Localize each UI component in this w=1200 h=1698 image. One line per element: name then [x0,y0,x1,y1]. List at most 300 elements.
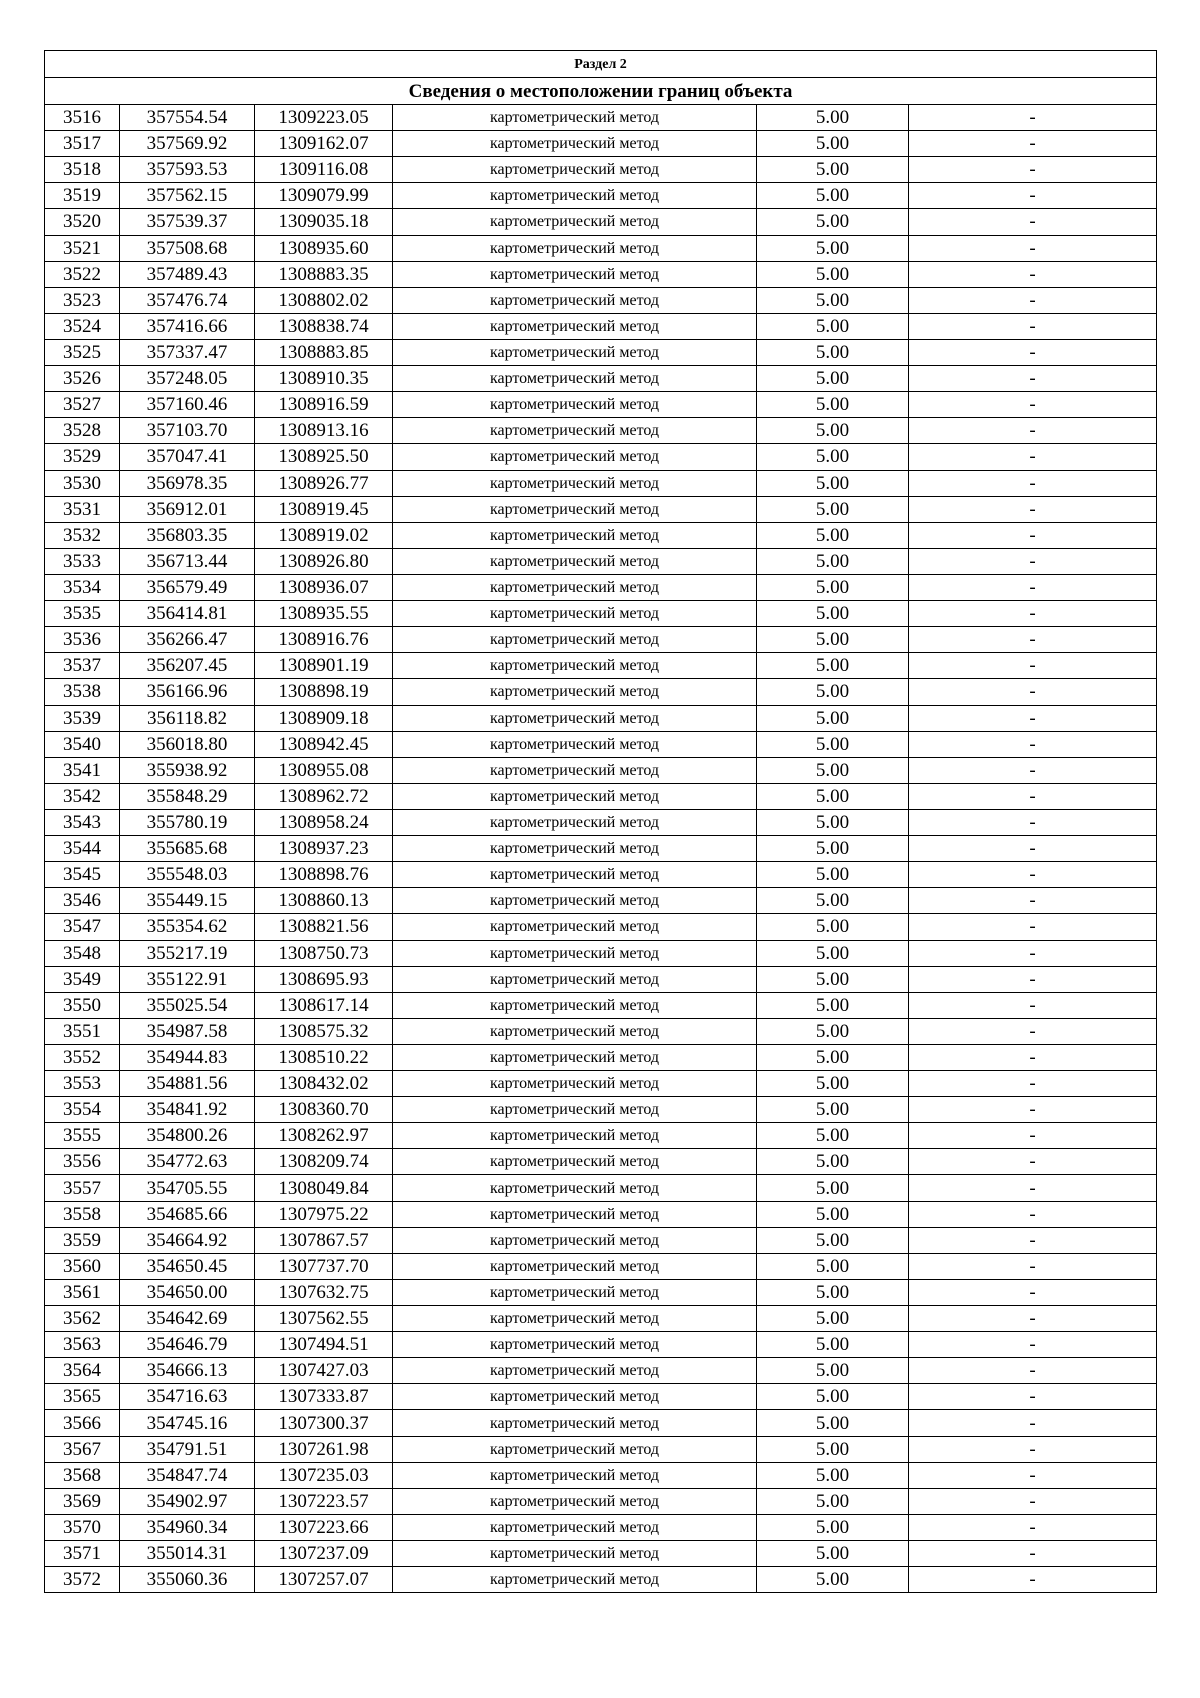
point-number-cell: 3530 [45,470,120,496]
method-cell: картометрический метод [393,992,757,1018]
point-number-cell: 3542 [45,783,120,809]
table-row [45,209,1157,235]
x-coordinate-cell: 357593.53 [120,157,255,183]
method-cell: картометрический метод [393,1018,757,1044]
x-coordinate-cell: 354664.92 [120,1227,255,1253]
y-coordinate-cell: 1308360.70 [255,1097,393,1123]
y-coordinate-cell: 1308909.18 [255,705,393,731]
x-coordinate-cell: 355938.92 [120,757,255,783]
y-coordinate-cell: 1308802.02 [255,287,393,313]
point-number-cell: 3556 [45,1149,120,1175]
accuracy-cell: 5.00 [757,418,909,444]
point-number-cell: 3549 [45,966,120,992]
x-coordinate-cell: 357562.15 [120,183,255,209]
x-coordinate-cell: 357508.68 [120,235,255,261]
description-cell: - [909,1514,1157,1540]
table-row [45,627,1157,653]
description-cell: - [909,1488,1157,1514]
y-coordinate-cell: 1309223.05 [255,105,393,131]
accuracy-cell: 5.00 [757,1071,909,1097]
accuracy-cell: 5.00 [757,1175,909,1201]
description-cell: - [909,992,1157,1018]
accuracy-cell: 5.00 [757,157,909,183]
accuracy-cell: 5.00 [757,548,909,574]
table-row [45,1436,1157,1462]
accuracy-cell: 5.00 [757,105,909,131]
accuracy-cell: 5.00 [757,1384,909,1410]
point-number-cell: 3545 [45,862,120,888]
table-row [45,548,1157,574]
method-cell: картометрический метод [393,1123,757,1149]
accuracy-cell: 5.00 [757,966,909,992]
y-coordinate-cell: 1308049.84 [255,1175,393,1201]
description-cell: - [909,1044,1157,1070]
method-cell: картометрический метод [393,1071,757,1097]
description-cell: - [909,392,1157,418]
description-cell: - [909,1097,1157,1123]
point-number-cell: 3570 [45,1514,120,1540]
table-row [45,183,1157,209]
point-number-cell: 3529 [45,444,120,470]
y-coordinate-cell: 1309162.07 [255,131,393,157]
x-coordinate-cell: 355848.29 [120,783,255,809]
accuracy-cell: 5.00 [757,809,909,835]
method-cell: картометрический метод [393,444,757,470]
accuracy-cell: 5.00 [757,183,909,209]
y-coordinate-cell: 1308937.23 [255,836,393,862]
table-row [45,940,1157,966]
x-coordinate-cell: 357554.54 [120,105,255,131]
point-number-cell: 3537 [45,653,120,679]
table-row [45,966,1157,992]
x-coordinate-cell: 354745.16 [120,1410,255,1436]
y-coordinate-cell: 1308901.19 [255,653,393,679]
table-row [45,261,1157,287]
method-cell: картометрический метод [393,313,757,339]
table-row [45,235,1157,261]
y-coordinate-cell: 1307737.70 [255,1253,393,1279]
table-row [45,287,1157,313]
method-cell: картометрический метод [393,183,757,209]
accuracy-cell: 5.00 [757,209,909,235]
x-coordinate-cell: 355685.68 [120,836,255,862]
y-coordinate-cell: 1308942.45 [255,731,393,757]
method-cell: картометрический метод [393,1358,757,1384]
method-cell: картометрический метод [393,1436,757,1462]
accuracy-cell: 5.00 [757,914,909,940]
y-coordinate-cell: 1308898.19 [255,679,393,705]
point-number-cell: 3566 [45,1410,120,1436]
accuracy-cell: 5.00 [757,522,909,548]
accuracy-cell: 5.00 [757,888,909,914]
y-coordinate-cell: 1308926.80 [255,548,393,574]
description-cell: - [909,679,1157,705]
table-row [45,783,1157,809]
point-number-cell: 3558 [45,1201,120,1227]
y-coordinate-cell: 1308262.97 [255,1123,393,1149]
table-row [45,105,1157,131]
y-coordinate-cell: 1308209.74 [255,1149,393,1175]
accuracy-cell: 5.00 [757,862,909,888]
description-cell: - [909,1175,1157,1201]
accuracy-cell: 5.00 [757,627,909,653]
x-coordinate-cell: 356713.44 [120,548,255,574]
point-number-cell: 3525 [45,339,120,365]
table-row [45,1306,1157,1332]
point-number-cell: 3521 [45,235,120,261]
x-coordinate-cell: 357476.74 [120,287,255,313]
point-number-cell: 3520 [45,209,120,235]
x-coordinate-cell: 356803.35 [120,522,255,548]
point-number-cell: 3560 [45,1253,120,1279]
accuracy-cell: 5.00 [757,705,909,731]
method-cell: картометрический метод [393,1175,757,1201]
accuracy-cell: 5.00 [757,653,909,679]
method-cell: картометрический метод [393,653,757,679]
x-coordinate-cell: 354646.79 [120,1332,255,1358]
method-cell: картометрический метод [393,339,757,365]
description-cell: - [909,1384,1157,1410]
description-cell: - [909,1358,1157,1384]
accuracy-cell: 5.00 [757,1462,909,1488]
accuracy-cell: 5.00 [757,1279,909,1305]
y-coordinate-cell: 1307867.57 [255,1227,393,1253]
table-row [45,1514,1157,1540]
description-cell: - [909,783,1157,809]
y-coordinate-cell: 1308926.77 [255,470,393,496]
table-row [45,1044,1157,1070]
description-cell: - [909,496,1157,522]
table-row [45,1462,1157,1488]
point-number-cell: 3538 [45,679,120,705]
description-cell: - [909,574,1157,600]
x-coordinate-cell: 356978.35 [120,470,255,496]
point-number-cell: 3551 [45,1018,120,1044]
x-coordinate-cell: 354800.26 [120,1123,255,1149]
table-row [45,1097,1157,1123]
y-coordinate-cell: 1308955.08 [255,757,393,783]
accuracy-cell: 5.00 [757,1488,909,1514]
description-cell: - [909,131,1157,157]
description-cell: - [909,1018,1157,1044]
point-number-cell: 3567 [45,1436,120,1462]
table-row [45,601,1157,627]
x-coordinate-cell: 356912.01 [120,496,255,522]
table-row [45,1071,1157,1097]
y-coordinate-cell: 1307975.22 [255,1201,393,1227]
accuracy-cell: 5.00 [757,235,909,261]
accuracy-cell: 5.00 [757,366,909,392]
x-coordinate-cell: 355449.15 [120,888,255,914]
method-cell: картометрический метод [393,209,757,235]
table-title: Сведения о местоположении границ объекта [45,78,1157,105]
y-coordinate-cell: 1307223.57 [255,1488,393,1514]
table-row [45,1541,1157,1567]
table-row [45,1018,1157,1044]
point-number-cell: 3554 [45,1097,120,1123]
x-coordinate-cell: 354685.66 [120,1201,255,1227]
description-cell: - [909,1279,1157,1305]
table-row [45,1567,1157,1593]
point-number-cell: 3548 [45,940,120,966]
y-coordinate-cell: 1307632.75 [255,1279,393,1305]
point-number-cell: 3539 [45,705,120,731]
accuracy-cell: 5.00 [757,574,909,600]
method-cell: картометрический метод [393,705,757,731]
x-coordinate-cell: 354705.55 [120,1175,255,1201]
y-coordinate-cell: 1308916.59 [255,392,393,418]
accuracy-cell: 5.00 [757,940,909,966]
accuracy-cell: 5.00 [757,1044,909,1070]
accuracy-cell: 5.00 [757,679,909,705]
table-row [45,679,1157,705]
y-coordinate-cell: 1308821.56 [255,914,393,940]
point-number-cell: 3552 [45,1044,120,1070]
x-coordinate-cell: 355548.03 [120,862,255,888]
description-cell: - [909,287,1157,313]
description-cell: - [909,1123,1157,1149]
method-cell: картометрический метод [393,601,757,627]
x-coordinate-cell: 354944.83 [120,1044,255,1070]
table-row [45,1488,1157,1514]
table-row [45,1279,1157,1305]
x-coordinate-cell: 355025.54 [120,992,255,1018]
x-coordinate-cell: 357103.70 [120,418,255,444]
accuracy-cell: 5.00 [757,287,909,313]
description-cell: - [909,444,1157,470]
description-cell: - [909,627,1157,653]
x-coordinate-cell: 357569.92 [120,131,255,157]
table-row [45,522,1157,548]
table-row [45,836,1157,862]
x-coordinate-cell: 357337.47 [120,339,255,365]
method-cell: картометрический метод [393,1227,757,1253]
description-cell: - [909,1410,1157,1436]
y-coordinate-cell: 1308936.07 [255,574,393,600]
method-cell: картометрический метод [393,627,757,653]
accuracy-cell: 5.00 [757,601,909,627]
y-coordinate-cell: 1308617.14 [255,992,393,1018]
x-coordinate-cell: 357539.37 [120,209,255,235]
method-cell: картометрический метод [393,862,757,888]
table-row [45,470,1157,496]
method-cell: картометрический метод [393,522,757,548]
x-coordinate-cell: 354772.63 [120,1149,255,1175]
method-cell: картометрический метод [393,131,757,157]
x-coordinate-cell: 357489.43 [120,261,255,287]
method-cell: картометрический метод [393,731,757,757]
method-cell: картометрический метод [393,1384,757,1410]
accuracy-cell: 5.00 [757,1149,909,1175]
accuracy-cell: 5.00 [757,1567,909,1593]
table-row [45,1149,1157,1175]
description-cell: - [909,601,1157,627]
point-number-cell: 3541 [45,757,120,783]
y-coordinate-cell: 1308838.74 [255,313,393,339]
accuracy-cell: 5.00 [757,1410,909,1436]
x-coordinate-cell: 355060.36 [120,1567,255,1593]
description-cell: - [909,522,1157,548]
point-number-cell: 3531 [45,496,120,522]
point-number-cell: 3564 [45,1358,120,1384]
method-cell: картометрический метод [393,1567,757,1593]
description-cell: - [909,1306,1157,1332]
point-number-cell: 3543 [45,809,120,835]
table-row [45,1227,1157,1253]
description-cell: - [909,235,1157,261]
x-coordinate-cell: 356414.81 [120,601,255,627]
x-coordinate-cell: 354716.63 [120,1384,255,1410]
y-coordinate-cell: 1307300.37 [255,1410,393,1436]
point-number-cell: 3563 [45,1332,120,1358]
accuracy-cell: 5.00 [757,444,909,470]
table-row [45,914,1157,940]
x-coordinate-cell: 354881.56 [120,1071,255,1097]
table-row [45,757,1157,783]
table-row [45,1332,1157,1358]
point-number-cell: 3562 [45,1306,120,1332]
table-row [45,1123,1157,1149]
point-number-cell: 3553 [45,1071,120,1097]
description-cell: - [909,209,1157,235]
y-coordinate-cell: 1308510.22 [255,1044,393,1070]
y-coordinate-cell: 1307494.51 [255,1332,393,1358]
method-cell: картометрический метод [393,1514,757,1540]
point-number-cell: 3559 [45,1227,120,1253]
point-number-cell: 3569 [45,1488,120,1514]
point-number-cell: 3523 [45,287,120,313]
table-row [45,392,1157,418]
description-cell: - [909,940,1157,966]
y-coordinate-cell: 1308883.85 [255,339,393,365]
table-row [45,418,1157,444]
accuracy-cell: 5.00 [757,1201,909,1227]
point-number-cell: 3535 [45,601,120,627]
accuracy-cell: 5.00 [757,1227,909,1253]
x-coordinate-cell: 354650.45 [120,1253,255,1279]
x-coordinate-cell: 355122.91 [120,966,255,992]
point-number-cell: 3524 [45,313,120,339]
description-cell: - [909,261,1157,287]
point-number-cell: 3571 [45,1541,120,1567]
method-cell: картометрический метод [393,1306,757,1332]
accuracy-cell: 5.00 [757,1018,909,1044]
x-coordinate-cell: 356018.80 [120,731,255,757]
method-cell: картометрический метод [393,1488,757,1514]
method-cell: картометрический метод [393,888,757,914]
accuracy-cell: 5.00 [757,131,909,157]
description-cell: - [909,1253,1157,1279]
table-row [45,731,1157,757]
x-coordinate-cell: 356579.49 [120,574,255,600]
table-row [45,496,1157,522]
y-coordinate-cell: 1309079.99 [255,183,393,209]
table-row [45,1175,1157,1201]
x-coordinate-cell: 356118.82 [120,705,255,731]
method-cell: картометрический метод [393,496,757,522]
description-cell: - [909,705,1157,731]
method-cell: картометрический метод [393,157,757,183]
method-cell: картометрический метод [393,366,757,392]
method-cell: картометрический метод [393,1044,757,1070]
accuracy-cell: 5.00 [757,496,909,522]
y-coordinate-cell: 1308919.45 [255,496,393,522]
description-cell: - [909,757,1157,783]
method-cell: картометрический метод [393,1201,757,1227]
x-coordinate-cell: 355014.31 [120,1541,255,1567]
point-number-cell: 3572 [45,1567,120,1593]
y-coordinate-cell: 1307237.09 [255,1541,393,1567]
table-row [45,574,1157,600]
point-number-cell: 3540 [45,731,120,757]
method-cell: картометрический метод [393,470,757,496]
description-cell: - [909,809,1157,835]
y-coordinate-cell: 1308860.13 [255,888,393,914]
point-number-cell: 3526 [45,366,120,392]
x-coordinate-cell: 354960.34 [120,1514,255,1540]
y-coordinate-cell: 1308695.93 [255,966,393,992]
description-cell: - [909,470,1157,496]
description-cell: - [909,1332,1157,1358]
accuracy-cell: 5.00 [757,1514,909,1540]
table-row [45,1410,1157,1436]
table-row [45,888,1157,914]
x-coordinate-cell: 356166.96 [120,679,255,705]
x-coordinate-cell: 354791.51 [120,1436,255,1462]
point-number-cell: 3565 [45,1384,120,1410]
point-number-cell: 3534 [45,574,120,600]
x-coordinate-cell: 355217.19 [120,940,255,966]
section-header-row [45,51,1157,78]
point-number-cell: 3536 [45,627,120,653]
point-number-cell: 3547 [45,914,120,940]
x-coordinate-cell: 357248.05 [120,366,255,392]
description-cell: - [909,105,1157,131]
description-cell: - [909,366,1157,392]
table-row [45,157,1157,183]
accuracy-cell: 5.00 [757,1123,909,1149]
point-number-cell: 3544 [45,836,120,862]
accuracy-cell: 5.00 [757,339,909,365]
accuracy-cell: 5.00 [757,1358,909,1384]
y-coordinate-cell: 1307333.87 [255,1384,393,1410]
accuracy-cell: 5.00 [757,992,909,1018]
table-row [45,1358,1157,1384]
accuracy-cell: 5.00 [757,836,909,862]
table-row [45,705,1157,731]
point-number-cell: 3533 [45,548,120,574]
method-cell: картометрический метод [393,809,757,835]
x-coordinate-cell: 355780.19 [120,809,255,835]
accuracy-cell: 5.00 [757,1332,909,1358]
table-row [45,313,1157,339]
description-cell: - [909,1436,1157,1462]
method-cell: картометрический метод [393,966,757,992]
description-cell: - [909,914,1157,940]
point-number-cell: 3557 [45,1175,120,1201]
y-coordinate-cell: 1308958.24 [255,809,393,835]
point-number-cell: 3550 [45,992,120,1018]
method-cell: картометрический метод [393,1253,757,1279]
x-coordinate-cell: 354642.69 [120,1306,255,1332]
point-number-cell: 3527 [45,392,120,418]
method-cell: картометрический метод [393,574,757,600]
y-coordinate-cell: 1307427.03 [255,1358,393,1384]
description-cell: - [909,157,1157,183]
point-number-cell: 3528 [45,418,120,444]
method-cell: картометрический метод [393,235,757,261]
x-coordinate-cell: 354666.13 [120,1358,255,1384]
